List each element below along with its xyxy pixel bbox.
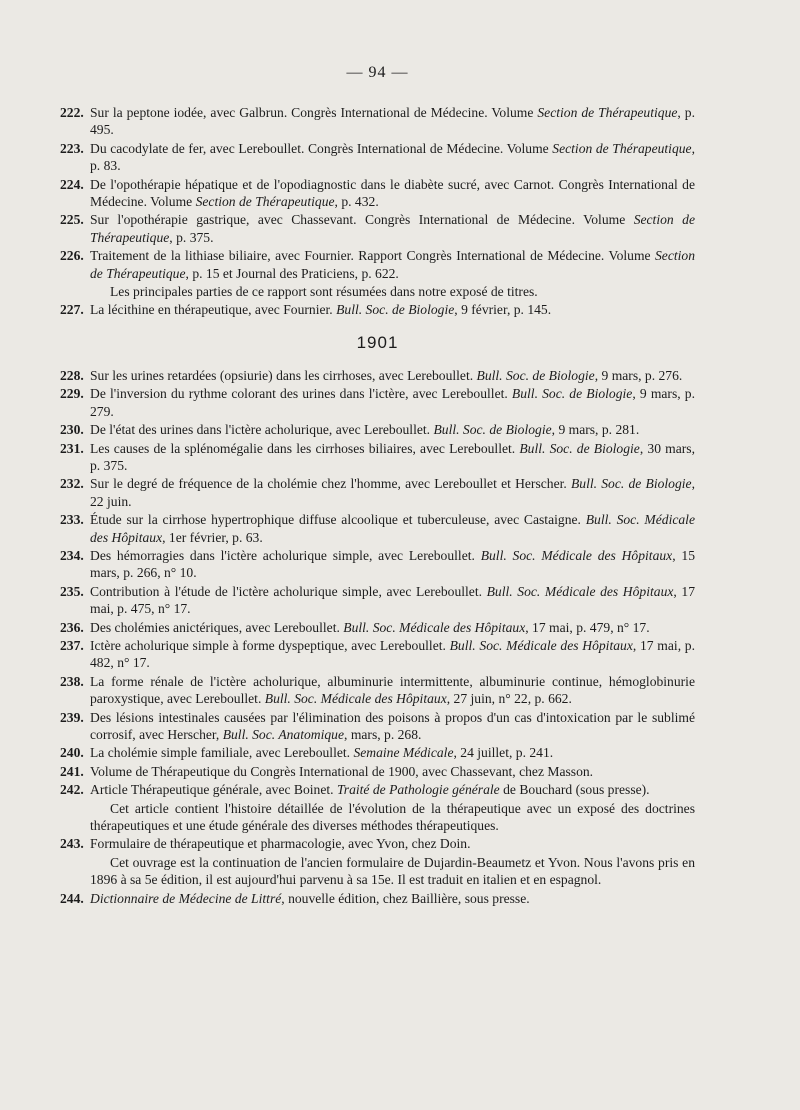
- entry-number: 228.: [60, 367, 84, 383]
- entry-number: 236.: [60, 619, 84, 635]
- bibliography-list: [60, 104, 695, 908]
- entry-number: 227.: [60, 302, 84, 318]
- entry-text: De l'opothérapie hépatique et de l'opodiagnostic dans le diabète sucré, avec Carnot. Congrès International de Médecine. Volume: [90, 176, 695, 210]
- bibliography-entry: [60, 367, 695, 384]
- entry-citation: , 1er février, p. 63.: [162, 529, 263, 545]
- bibliography-entry: [60, 547, 695, 582]
- entry-text: Des hémorragies dans l'ictère acholurique simple, avec Lereboullet.: [90, 547, 481, 563]
- entry-source: Bull. Soc. de Biologie: [519, 440, 640, 456]
- entry-number: 240.: [60, 745, 84, 761]
- entry-citation: , p. 375.: [169, 229, 214, 245]
- entry-number: 230.: [60, 422, 84, 438]
- entry-text: Article Thérapeutique générale, avec Boinet.: [90, 782, 337, 798]
- bibliography-entry: [60, 511, 695, 546]
- entry-number: 238.: [60, 673, 84, 689]
- entry-source: Section de Thérapeutique: [195, 194, 335, 210]
- entry-source: Bull. Soc. de Biologie: [571, 476, 692, 492]
- entry-citation: , mars, p. 268.: [344, 727, 422, 742]
- entry-source: Semaine Médicale: [353, 745, 454, 761]
- entry-note: Les principales parties de ce rapport sont résumées dans notre exposé de titres.: [110, 284, 538, 300]
- entry-note: Cet ouvrage est la continuation de l'ancien formulaire de Dujardin-Beaumetz et Yvon. Nous l'avons pris en 1896 à sa 5e édition, il est aujourd'hui parvenu à sa 15e. Il est traduit en italien et en espagnol.: [90, 854, 695, 888]
- entry-text: Formulaire de thérapeutique et pharmacologie, avec Yvon, chez Doin.: [90, 836, 471, 852]
- bibliography-entry: [60, 211, 695, 246]
- entry-number: 231.: [60, 440, 84, 456]
- entry-text: De l'état des urines dans l'ictère acholurique, avec Lereboullet.: [90, 422, 434, 438]
- entry-source: Bull. Soc. Médicale des Hôpitaux: [343, 619, 526, 635]
- entry-citation: , p. 15 et Journal des Praticiens, p. 622.: [185, 265, 399, 281]
- entry-text: Des lésions intestinales causées par l'élimination des poisons à propos d'un cas d'intoxication par le sublimé corrosif, avec Herscher,: [90, 709, 695, 742]
- entry-citation: , nouvelle édition, chez Baillière, sous presse.: [281, 890, 530, 906]
- entry-note: Cet article contient l'histoire détaillée de l'évolution de la thérapeutique avec un exposé des doctrines thérapeutiques et une étude générale des diverses méthodes thérapeutiques.: [90, 800, 695, 834]
- entry-number: 241.: [60, 763, 84, 779]
- entry-text: Sur les urines retardées (opsiurie) dans les cirrhoses, avec Lereboullet.: [90, 367, 477, 383]
- entry-citation: , 22 juin.: [90, 476, 695, 509]
- entry-text: Sur l'opothérapie gastrique, avec Chassevant. Congrès International de Médecine. Volume: [90, 212, 634, 228]
- bibliography-entry: [60, 247, 695, 282]
- entry-number: 226.: [60, 248, 84, 264]
- entries-1901: [60, 367, 695, 907]
- entry-number: 237.: [60, 637, 84, 653]
- entry-number: 225.: [60, 212, 84, 228]
- entry-number: 242.: [60, 782, 84, 798]
- entry-source: Bull. Soc. Médicale des Hôpitaux: [480, 547, 673, 563]
- bibliography-entry: [60, 890, 695, 907]
- bibliography-entry: [60, 619, 695, 636]
- bibliography-entry: [60, 583, 695, 618]
- entry-number: 234.: [60, 547, 84, 563]
- entry-text: Sur le degré de fréquence de la cholémie chez l'homme, avec Lereboullet et Herscher.: [90, 476, 571, 492]
- entry-number: 243.: [60, 836, 84, 852]
- bibliography-entry: [60, 385, 695, 420]
- entry-source: Bull. Soc. de Biologie: [433, 422, 552, 438]
- entry-citation: , 17 mai, p. 482, n° 17.: [90, 637, 695, 671]
- entry-text: Les causes de la splénomégalie dans les cirrhoses biliaires, avec Lereboullet.: [90, 440, 520, 456]
- bibliography-entry: [60, 673, 695, 708]
- entry-citation: , 9 mars, p. 276.: [594, 367, 683, 383]
- entry-text: La forme rénale de l'ictère acholurique, albuminurie intermittente, albuminurie continue, hémoglobinurie paroxystique, avec Lereboullet.: [90, 673, 695, 707]
- bibliography-entry: [60, 835, 695, 852]
- entry-source: Bull. Soc. Médicale des Hôpitaux: [449, 637, 633, 653]
- entry-number: 244.: [60, 890, 84, 906]
- bibliography-entry: [60, 709, 695, 744]
- entry-text: Traitement de la lithiase biliaire, avec Fournier. Rapport Congrès International de Médecine. Volume: [90, 248, 655, 264]
- entry-text: De l'inversion du rythme colorant des urines dans l'ictère, avec Lereboullet.: [90, 386, 512, 402]
- entry-source: Bull. Soc. Médicale des Hôpitaux: [90, 512, 695, 545]
- entry-number: 229.: [60, 386, 84, 402]
- bibliography-entry: [60, 781, 695, 798]
- entry-citation: , 30 mars, p. 375.: [90, 440, 695, 473]
- entry-text: La cholémie simple familiale, avec Lereboullet.: [90, 745, 354, 761]
- entry-text: Sur la peptone iodée, avec Galbrun. Congrès International de Médecine. Volume: [90, 105, 538, 120]
- bibliography-entry: [60, 475, 695, 510]
- entry-source: Bull. Soc. Anatomique: [222, 727, 345, 742]
- entry-text: Ictère acholurique simple à forme dyspeptique, avec Lereboullet.: [90, 637, 450, 653]
- entry-citation: , 17 mai, p. 475, n° 17.: [90, 583, 696, 617]
- entry-citation: , 17 mai, p. 479, n° 17.: [525, 619, 650, 635]
- entry-citation: , p. 83.: [90, 140, 695, 174]
- entry-citation: , p. 495.: [90, 105, 695, 138]
- entry-text: Volume de Thérapeutique du Congrès International de 1900, avec Chassevant, chez Masson.: [90, 763, 594, 779]
- entry-source: Bull. Soc. de Biologie: [336, 302, 455, 318]
- entry-number: 235.: [60, 583, 84, 599]
- year-heading: 1901: [356, 332, 399, 352]
- entry-number: 232.: [60, 476, 84, 492]
- entry-number: 233.: [60, 512, 84, 528]
- entry-source: Section de Thérapeutique: [537, 105, 678, 120]
- entry-citation: , 27 juin, n° 22, p. 662.: [446, 691, 572, 707]
- entry-number: 239.: [60, 709, 84, 725]
- entry-source: Section de Thérapeutique: [90, 212, 695, 245]
- entry-text: Contribution à l'étude de l'ictère acholurique simple, avec Lereboullet.: [90, 583, 487, 599]
- entry-number: 222.: [60, 105, 84, 120]
- entry-citation: , 9 mars, p. 281.: [551, 422, 640, 438]
- entry-citation: , 24 juillet, p. 241.: [453, 745, 554, 761]
- entry-citation: , 15 mars, p. 266, n° 10.: [90, 547, 695, 581]
- entry-source: Bull. Soc. Médicale des Hôpitaux: [264, 691, 447, 707]
- entry-source: Section de Thérapeutique: [552, 140, 692, 156]
- entry-text: Étude sur la cirrhose hypertrophique diffuse alcoolique et tuberculeuse, avec Castaigne.: [90, 512, 586, 528]
- entry-source: Bull. Soc. de Biologie: [476, 367, 595, 383]
- bibliography-entry: [60, 763, 695, 780]
- bibliography-entry: [60, 104, 695, 139]
- entry-citation: , 9 mars, p. 279.: [90, 386, 695, 419]
- entry-citation: de Bouchard (sous presse).: [499, 782, 650, 798]
- bibliography-entry: [60, 744, 695, 761]
- bibliography-entry: [60, 301, 695, 318]
- bibliography-entry: [60, 637, 695, 672]
- entry-number: 223.: [60, 140, 84, 156]
- page-number: — 94 —: [346, 64, 409, 81]
- entry-citation: , p. 432.: [334, 194, 379, 210]
- bibliography-entry: [60, 140, 695, 175]
- entries-before-1901: [60, 104, 695, 319]
- entry-text: Du cacodylate de fer, avec Lereboullet. Congrès International de Médecine. Volume: [90, 140, 553, 156]
- bibliography-entry: [60, 421, 695, 438]
- entry-source: Dictionnaire de Médecine de Littré: [90, 890, 282, 906]
- entry-text: Des cholémies anictériques, avec Lereboullet.: [90, 619, 344, 635]
- entry-source: Bull. Soc. Médicale des Hôpitaux: [486, 583, 674, 599]
- entry-source: Bull. Soc. de Biologie: [511, 386, 633, 402]
- entry-citation: , 9 février, p. 145.: [454, 302, 552, 318]
- entry-text: La lécithine en thérapeutique, avec Fournier.: [90, 302, 337, 318]
- entry-source: Traité de Pathologie générale: [336, 782, 500, 798]
- entry-source: Section de Thérapeutique: [90, 248, 695, 281]
- bibliography-entry: [60, 440, 695, 475]
- entry-number: 224.: [60, 176, 84, 192]
- bibliography-entry: [60, 176, 695, 211]
